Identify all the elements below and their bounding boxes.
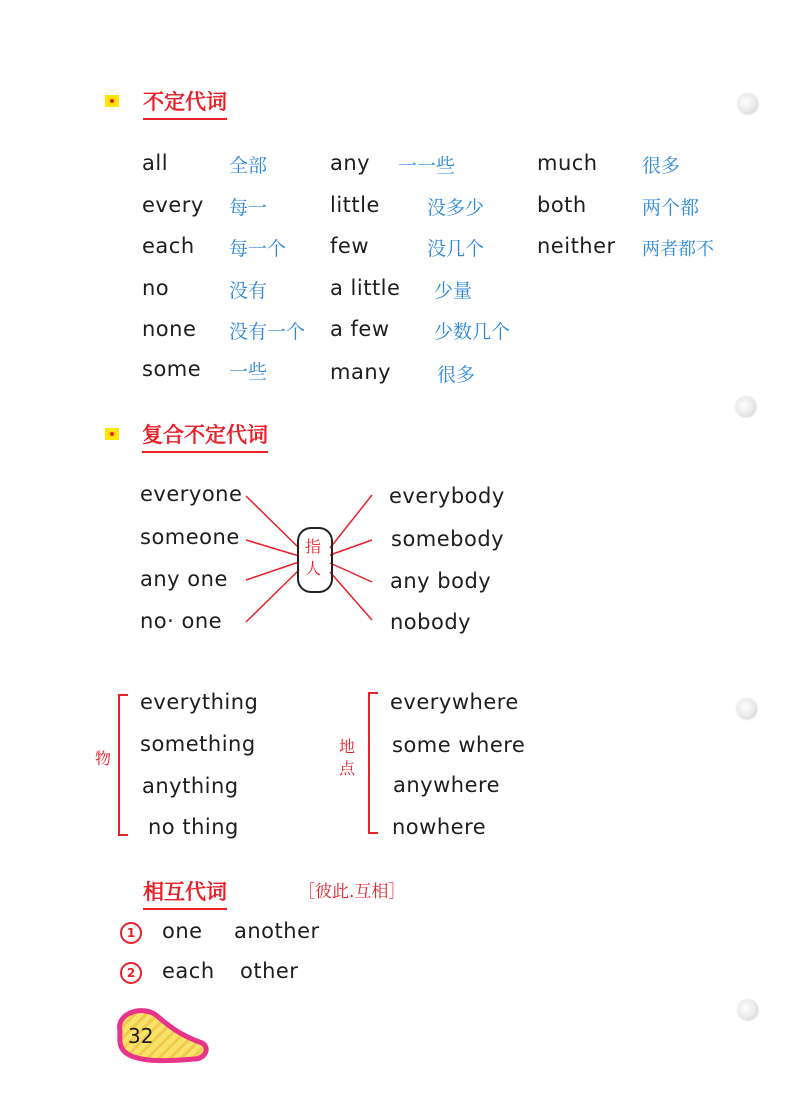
pronoun-en: little	[330, 193, 380, 217]
pronoun-cn: 没几个	[427, 238, 485, 260]
pronoun-cn: 两者都不	[642, 239, 714, 260]
pronoun-en: all	[142, 151, 169, 175]
compound-place: anywhere	[393, 773, 501, 797]
pronoun-cn: 没有一个	[229, 321, 306, 343]
pronoun-cn: 很多	[437, 364, 476, 386]
section-title-reciprocal: 相互代词	[143, 876, 227, 910]
pronoun-en: any	[330, 151, 371, 175]
pronoun-cn: 每一	[229, 197, 268, 219]
pronoun-en: none	[142, 317, 197, 341]
compound-person-left: no· one	[140, 609, 223, 633]
compound-thing: something	[140, 732, 256, 756]
reciprocal-word: one	[162, 919, 203, 943]
pronoun-en: many	[330, 360, 392, 384]
compound-person-right: everybody	[389, 484, 505, 508]
pronoun-cn: 两个都	[642, 197, 700, 219]
pronoun-en: few	[330, 234, 369, 258]
compound-person-right: nobody	[390, 610, 472, 634]
compound-thing: anything	[142, 774, 239, 798]
pronoun-en: both	[537, 193, 587, 217]
section-title-indefinite: 不定代词	[143, 86, 227, 120]
compound-person-right: somebody	[391, 527, 505, 551]
compound-thing: everything	[140, 690, 259, 714]
pronoun-en: much	[537, 151, 598, 175]
reciprocal-note: ［彼此.互相］	[298, 882, 406, 902]
reciprocal-word: each	[162, 959, 215, 983]
pronoun-cn: 每一个	[229, 238, 287, 260]
compound-place: some where	[392, 733, 526, 757]
number-icon: 1	[120, 922, 142, 944]
pronoun-cn: 一些	[229, 361, 268, 383]
thing-label: 物	[94, 749, 111, 768]
place-bracket	[368, 692, 378, 834]
pronoun-en: every	[142, 193, 204, 217]
reciprocal-word: another	[234, 919, 320, 943]
pronoun-en: a little	[330, 276, 401, 300]
pronoun-cn: 全部	[229, 155, 268, 177]
compound-person-left: any one	[140, 567, 228, 591]
pronoun-en: some	[142, 357, 202, 381]
pronoun-en: no	[142, 276, 170, 300]
pronoun-cn: 没有	[229, 280, 268, 302]
binder-hole-3	[737, 699, 757, 719]
pronoun-cn: 少量	[434, 280, 473, 302]
compound-person-left: everyone	[140, 482, 243, 506]
pronoun-en: a few	[330, 317, 390, 341]
person-label: 指人	[304, 537, 321, 578]
pronoun-cn: 没多少	[427, 197, 485, 219]
reciprocal-word: other	[240, 959, 299, 983]
compound-place: everywhere	[390, 690, 519, 714]
compound-person-left: someone	[140, 525, 240, 549]
number-icon: 2	[120, 962, 142, 984]
page-number: 32	[128, 1024, 154, 1048]
binder-hole-4	[738, 1000, 758, 1020]
place-label: 地点	[338, 737, 355, 778]
pronoun-cn: 很多	[642, 155, 681, 177]
thing-bracket	[118, 694, 128, 836]
page-number-badge	[110, 1003, 220, 1073]
pronoun-en: each	[142, 234, 195, 258]
section-title-compound: 复合不定代词	[142, 419, 268, 453]
compound-thing: no thing	[148, 815, 239, 839]
compound-person-right: any body	[390, 569, 492, 593]
pronoun-cn: 一一些	[398, 155, 456, 177]
pronoun-en: neither	[537, 234, 616, 258]
pronoun-cn: 少数几个	[434, 321, 511, 343]
compound-place: nowhere	[392, 815, 487, 839]
